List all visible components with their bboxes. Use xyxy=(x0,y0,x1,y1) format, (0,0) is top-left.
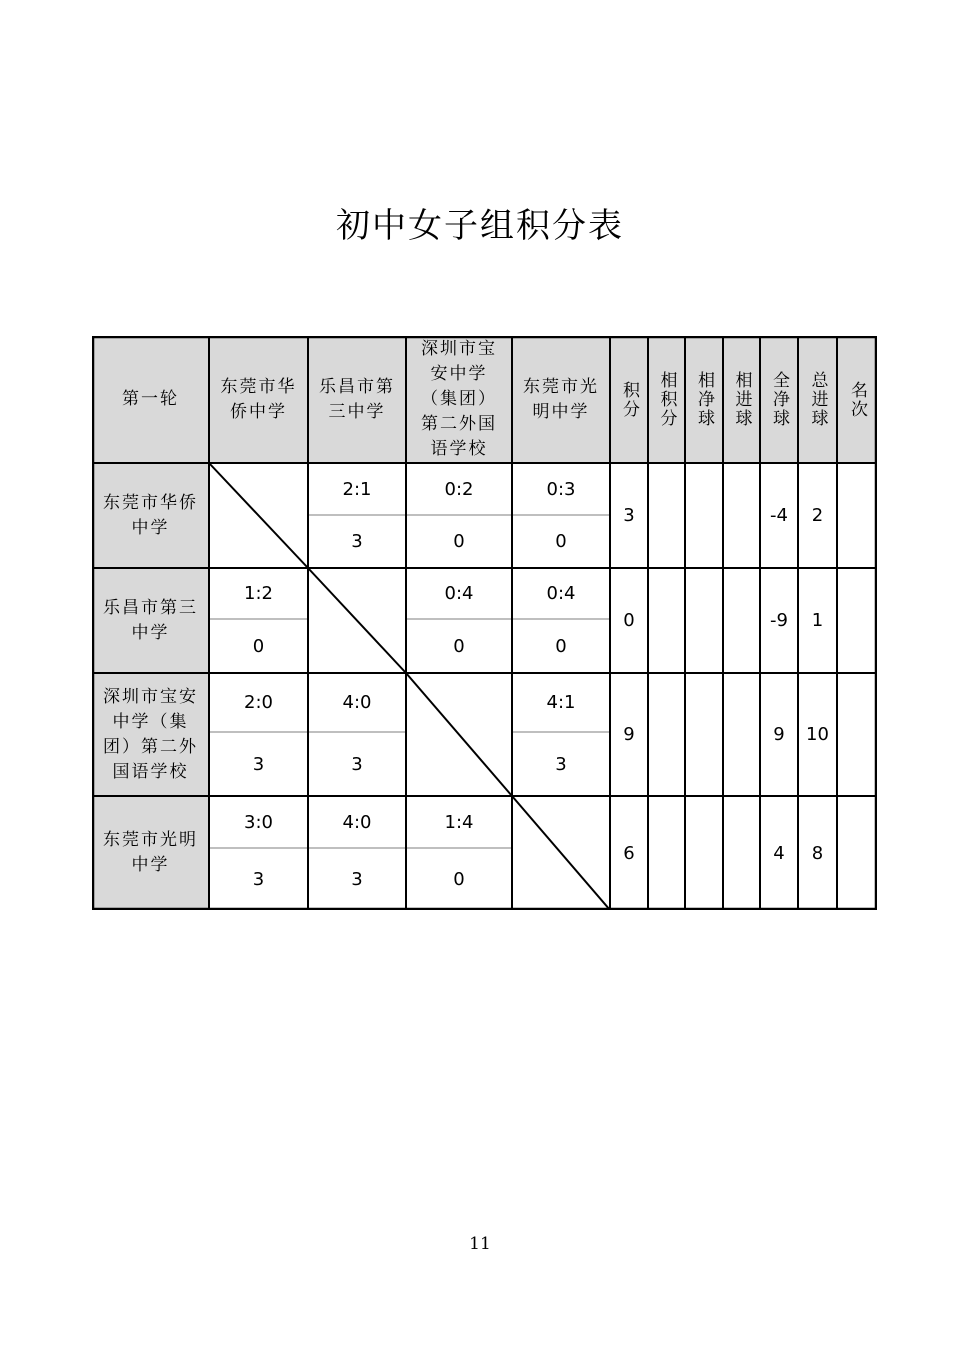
match-score-text: 2:1 xyxy=(342,478,372,500)
diagonal-line xyxy=(209,463,308,568)
match-points-text: 0 xyxy=(453,635,465,657)
stat-header-text: 名次 xyxy=(847,380,867,419)
match-score-text: 4:0 xyxy=(342,811,372,833)
stat-cell-text: 9 xyxy=(773,724,785,745)
stat-cell-text: 8 xyxy=(811,842,824,864)
diagonal-line xyxy=(512,796,610,910)
match-score-text: 0:3 xyxy=(546,478,576,500)
match-points-text: 0 xyxy=(453,868,465,890)
match-score-text: 0:2 xyxy=(444,478,474,500)
match-points-text: 3 xyxy=(351,868,363,890)
stat-cell-text: 9 xyxy=(623,724,635,745)
match-points-text: 0 xyxy=(453,531,465,552)
page-number: 11 xyxy=(469,1234,491,1254)
column-team-header-text: 乐昌市第三中学 xyxy=(319,376,395,422)
stat-cell-text: 6 xyxy=(623,842,635,864)
stat-cell-text: -9 xyxy=(770,610,788,631)
column-team-header-text: 东莞市华侨中学 xyxy=(220,376,297,422)
stat-cell-text: 3 xyxy=(623,505,635,526)
stat-header-text: 总进球 xyxy=(807,371,828,428)
corner-header-text: 第一轮 xyxy=(122,389,179,409)
stat-cell-text: 0 xyxy=(623,610,635,631)
match-points-text: 0 xyxy=(252,635,265,657)
match-score-text: 0:4 xyxy=(444,583,474,604)
match-score-text: 1:4 xyxy=(444,811,474,833)
row-team-header-text: 东莞市光明中学 xyxy=(103,830,198,875)
diagonal-line xyxy=(308,568,406,673)
column-team-header-text: 深圳市宝安中学（集团）第二外国语学校 xyxy=(421,339,497,459)
stat-cell-text: 1 xyxy=(811,610,824,631)
stat-header-text: 相进球 xyxy=(731,371,752,428)
diagonal-line xyxy=(406,673,512,796)
match-score-text: 0:4 xyxy=(546,583,576,604)
match-points-text: 0 xyxy=(555,635,567,657)
stat-cell-text: 4 xyxy=(773,842,785,864)
row-team-header-text: 东莞市华侨中学 xyxy=(103,492,198,538)
match-points-text: 3 xyxy=(555,753,567,775)
match-score-text: 2:0 xyxy=(244,692,273,713)
row-team-header-text: 乐昌市第三中学 xyxy=(103,597,198,643)
match-points-text: 0 xyxy=(555,531,567,552)
match-points-text: 3 xyxy=(351,531,363,552)
stat-header-text: 相净球 xyxy=(694,371,714,428)
match-points-text: 3 xyxy=(252,753,265,775)
standings-table xyxy=(92,336,877,910)
match-score-text: 3:0 xyxy=(244,811,273,833)
match-score-text: 1:2 xyxy=(244,583,273,604)
stat-cell-text: -4 xyxy=(770,505,788,526)
page-title: 初中女子组积分表 xyxy=(336,206,624,246)
stat-cell-text: 2 xyxy=(811,505,824,526)
stat-header-text: 全净球 xyxy=(769,371,789,428)
table-grid xyxy=(92,336,877,910)
stat-header-text: 相积分 xyxy=(656,371,677,428)
column-team-header-text: 东莞市光明中学 xyxy=(523,376,599,422)
row-team-header-text: 深圳市宝安中学（集团）第二外国语学校 xyxy=(103,686,198,782)
match-points-text: 3 xyxy=(351,753,363,775)
stat-header-text: 积分 xyxy=(619,380,639,419)
match-score-text: 4:1 xyxy=(546,692,576,713)
stat-cell-text: 10 xyxy=(806,724,829,745)
match-score-text: 4:0 xyxy=(342,692,372,713)
match-points-text: 3 xyxy=(252,868,265,890)
